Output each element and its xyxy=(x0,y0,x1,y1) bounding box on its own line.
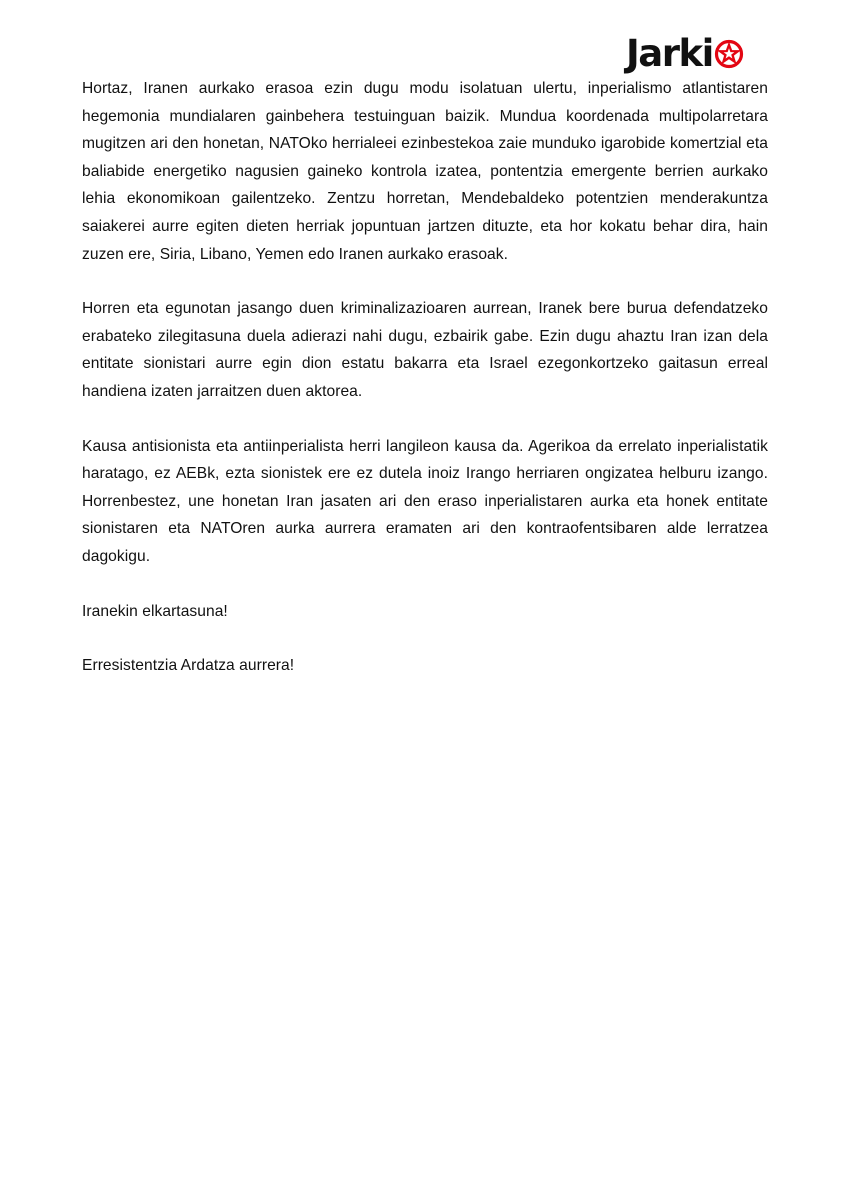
closing-line: Erresistentzia Ardatza aurrera! xyxy=(82,657,295,675)
jarki-logo xyxy=(626,33,744,73)
star-icon xyxy=(714,39,744,69)
document-body xyxy=(82,75,768,707)
closing-line: Iranekin elkartasuna! xyxy=(82,602,228,620)
logo-wordmark: Jarki xyxy=(626,31,713,75)
paragraph: Horren eta egunotan jasango duen kriminalizazioaren aurrean, Iranek bere burua defendatzeko erabateko zilegitasuna duela adierazi nahi dugu, ezbairik gabe. Ezin dugu ahaztu Iran izan dela entitate sionistari aurre egin dion estatu bakarra eta Israel ezegonkortzeko gaitasun erreal handiena izaten jarraitzen duen aktorea. xyxy=(82,300,768,400)
paragraph: Kausa antisionista eta antiinperialista herri langileon kausa da. Agerikoa da errelato inperialistatik haratago, ez AEBk, ezta sionistek ere ez dutela inoiz Irango herriaren ongizatea helburu izango. Horrenbestez, une honetan Iran jasaten ari den eraso inperialistaren aurka eta honek entitate sionistaren eta NATOren aurka aurrera eramaten ari den kontraofentsibaren alde lerratzea dagokigu. xyxy=(82,437,768,565)
paragraph: Hortaz, Iranen aurkako erasoa ezin dugu modu isolatuan ulertu, inperialismo atlantistaren hegemonia mundialaren gainbehera testuinguan baizik. Mundua koordenada multipolarretara mugitzen ari den honetan, NATOko herrialeei ezinbestekoa zaie munduko igarobide komertzial eta baliabide energetiko nagusien gaineko kontrola izatea, pontentzia emergente berrien aurkako lehia ekonomikoan gailentzeko. Zentzu horretan, Mendebaldeko potentzien menderakuntza saiakerei aurre egiten dieten herriak jopuntuan jartzen dituzte, eta hor kokatu behar dira, hain zuzen ere, Siria, Libano, Yemen edo Iranen aurkako erasoak. xyxy=(82,80,768,263)
